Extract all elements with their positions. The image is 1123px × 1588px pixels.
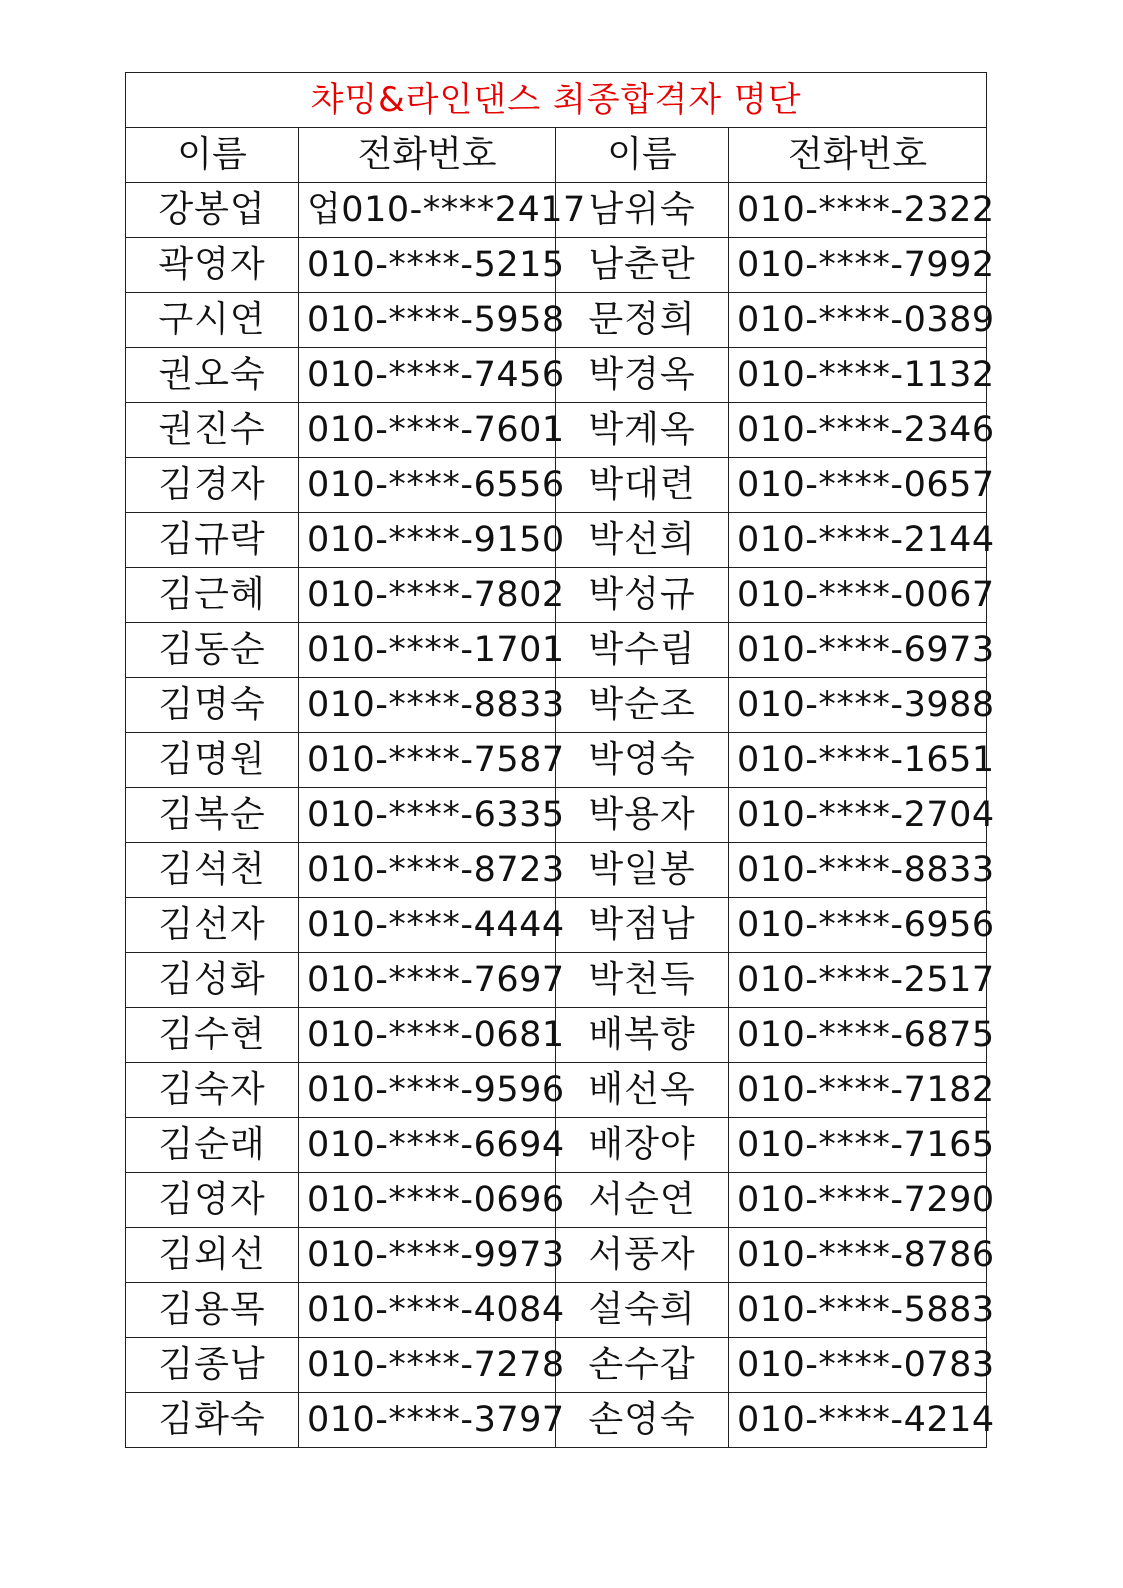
name-right: 박수림	[556, 623, 729, 678]
table-row	[126, 568, 987, 623]
name-right: 박천득	[556, 953, 729, 1008]
phone-right: 010-****-6956	[729, 898, 987, 953]
phone-left: 010-****-7697	[299, 953, 556, 1008]
roster-body	[126, 183, 995, 1448]
phone-right: 010-****-0657	[729, 458, 987, 513]
name-left: 김명숙	[126, 678, 299, 733]
table-row	[126, 293, 987, 348]
phone-left: 010-****-5215	[299, 238, 556, 293]
name-left: 김종남	[126, 1338, 299, 1393]
table-row	[126, 843, 987, 898]
phone-right: 010-****-0067	[729, 568, 987, 623]
name-right: 서순연	[556, 1173, 729, 1228]
phone-right: 010-****-2517	[729, 953, 987, 1008]
name-left: 김화숙	[126, 1393, 299, 1448]
name-left: 김외선	[126, 1228, 299, 1283]
header-row	[126, 128, 987, 183]
name-left: 김영자	[126, 1173, 299, 1228]
phone-left: 010-****-9973	[299, 1228, 556, 1283]
name-right: 배복향	[556, 1008, 729, 1063]
phone-left: 010-****-9150	[299, 513, 556, 568]
name-left: 김복순	[126, 788, 299, 843]
phone-right: 010-****-3988	[729, 678, 987, 733]
name-right: 문정희	[556, 293, 729, 348]
phone-right: 010-****-8833	[729, 843, 987, 898]
table-row	[126, 953, 987, 1008]
name-right: 배선옥	[556, 1063, 729, 1118]
name-left: 권오숙	[126, 348, 299, 403]
phone-left: 010-****-7278	[299, 1338, 556, 1393]
phone-left: 010-****-5958	[299, 293, 556, 348]
table-row	[126, 1008, 987, 1063]
name-left: 김근혜	[126, 568, 299, 623]
table-row	[126, 403, 987, 458]
table-row	[126, 788, 987, 843]
table-row	[126, 458, 987, 513]
phone-left: 010-****-6694	[299, 1118, 556, 1173]
name-left: 권진수	[126, 403, 299, 458]
header-name-right: 이름	[556, 128, 729, 183]
phone-right: 010-****-2322	[729, 183, 987, 238]
table-row	[126, 1228, 987, 1283]
name-right: 손영숙	[556, 1393, 729, 1448]
phone-right: 010-****-5883	[729, 1283, 987, 1338]
title-row	[126, 73, 987, 128]
name-left: 곽영자	[126, 238, 299, 293]
phone-right: 010-****-1132	[729, 348, 987, 403]
table-row	[126, 1338, 987, 1393]
name-right: 설숙희	[556, 1283, 729, 1338]
phone-left: 010-****-7587	[299, 733, 556, 788]
table-row	[126, 1283, 987, 1338]
name-right: 박점남	[556, 898, 729, 953]
table-row	[126, 348, 987, 403]
phone-right: 010-****-0783	[729, 1338, 987, 1393]
table-row	[126, 1118, 987, 1173]
table-row	[126, 1063, 987, 1118]
name-left: 김규락	[126, 513, 299, 568]
table-row	[126, 1393, 987, 1448]
phone-right: 010-****-7182	[729, 1063, 987, 1118]
phone-right: 010-****-7992	[729, 238, 987, 293]
table-row	[126, 733, 987, 788]
name-right: 남춘란	[556, 238, 729, 293]
phone-right: 010-****-7290	[729, 1173, 987, 1228]
phone-left: 010-****-7601	[299, 403, 556, 458]
phone-right: 010-****-1651	[729, 733, 987, 788]
phone-left: 010-****-7802	[299, 568, 556, 623]
name-right: 박일봉	[556, 843, 729, 898]
header-phone-right: 전화번호	[729, 128, 987, 183]
roster-table	[125, 72, 995, 1448]
name-right: 남위숙	[556, 183, 729, 238]
name-right: 박성규	[556, 568, 729, 623]
name-right: 박용자	[556, 788, 729, 843]
name-left: 김동순	[126, 623, 299, 678]
phone-left: 010-****-9596	[299, 1063, 556, 1118]
table-row	[126, 678, 987, 733]
phone-left: 010-****-7456	[299, 348, 556, 403]
phone-right: 010-****-8786	[729, 1228, 987, 1283]
name-left: 김선자	[126, 898, 299, 953]
phone-left: 010-****-6556	[299, 458, 556, 513]
table-row	[126, 898, 987, 953]
table-row	[126, 183, 987, 238]
phone-right: 010-****-4214	[729, 1393, 987, 1448]
phone-left: 010-****-3797	[299, 1393, 556, 1448]
name-left: 김순래	[126, 1118, 299, 1173]
phone-left: 010-****-8833	[299, 678, 556, 733]
header-phone-left: 전화번호	[299, 128, 556, 183]
phone-left: 010-****-1701	[299, 623, 556, 678]
phone-left: 010-****-4444	[299, 898, 556, 953]
name-left: 김경자	[126, 458, 299, 513]
name-left: 김용목	[126, 1283, 299, 1338]
phone-left: 010-****-0696	[299, 1173, 556, 1228]
name-right: 박계옥	[556, 403, 729, 458]
name-left: 김석천	[126, 843, 299, 898]
phone-right: 010-****-2704	[729, 788, 987, 843]
phone-left: 010-****-8723	[299, 843, 556, 898]
phone-right: 010-****-0389	[729, 293, 987, 348]
name-right: 박경옥	[556, 348, 729, 403]
table-row	[126, 513, 987, 568]
name-right: 박선희	[556, 513, 729, 568]
phone-right: 010-****-2144	[729, 513, 987, 568]
phone-right: 010-****-6875	[729, 1008, 987, 1063]
phone-left: 010-****-4084	[299, 1283, 556, 1338]
name-left: 강봉업	[126, 183, 299, 238]
document-title: 챠밍&라인댄스 최종합격자 명단	[126, 73, 987, 128]
phone-right: 010-****-2346	[729, 403, 987, 458]
name-right: 박순조	[556, 678, 729, 733]
phone-right: 010-****-6973	[729, 623, 987, 678]
phone-left: 업010-****2417	[299, 183, 556, 238]
table-row	[126, 1173, 987, 1228]
table-row	[126, 238, 987, 293]
table-row	[126, 623, 987, 678]
name-right: 손수갑	[556, 1338, 729, 1393]
name-left: 김성화	[126, 953, 299, 1008]
name-left: 구시연	[126, 293, 299, 348]
name-right: 박대련	[556, 458, 729, 513]
name-right: 배장야	[556, 1118, 729, 1173]
name-left: 김수현	[126, 1008, 299, 1063]
phone-left: 010-****-0681	[299, 1008, 556, 1063]
name-left: 김숙자	[126, 1063, 299, 1118]
phone-right: 010-****-7165	[729, 1118, 987, 1173]
name-right: 서풍자	[556, 1228, 729, 1283]
phone-left: 010-****-6335	[299, 788, 556, 843]
header-name-left: 이름	[126, 128, 299, 183]
name-left: 김명원	[126, 733, 299, 788]
name-right: 박영숙	[556, 733, 729, 788]
